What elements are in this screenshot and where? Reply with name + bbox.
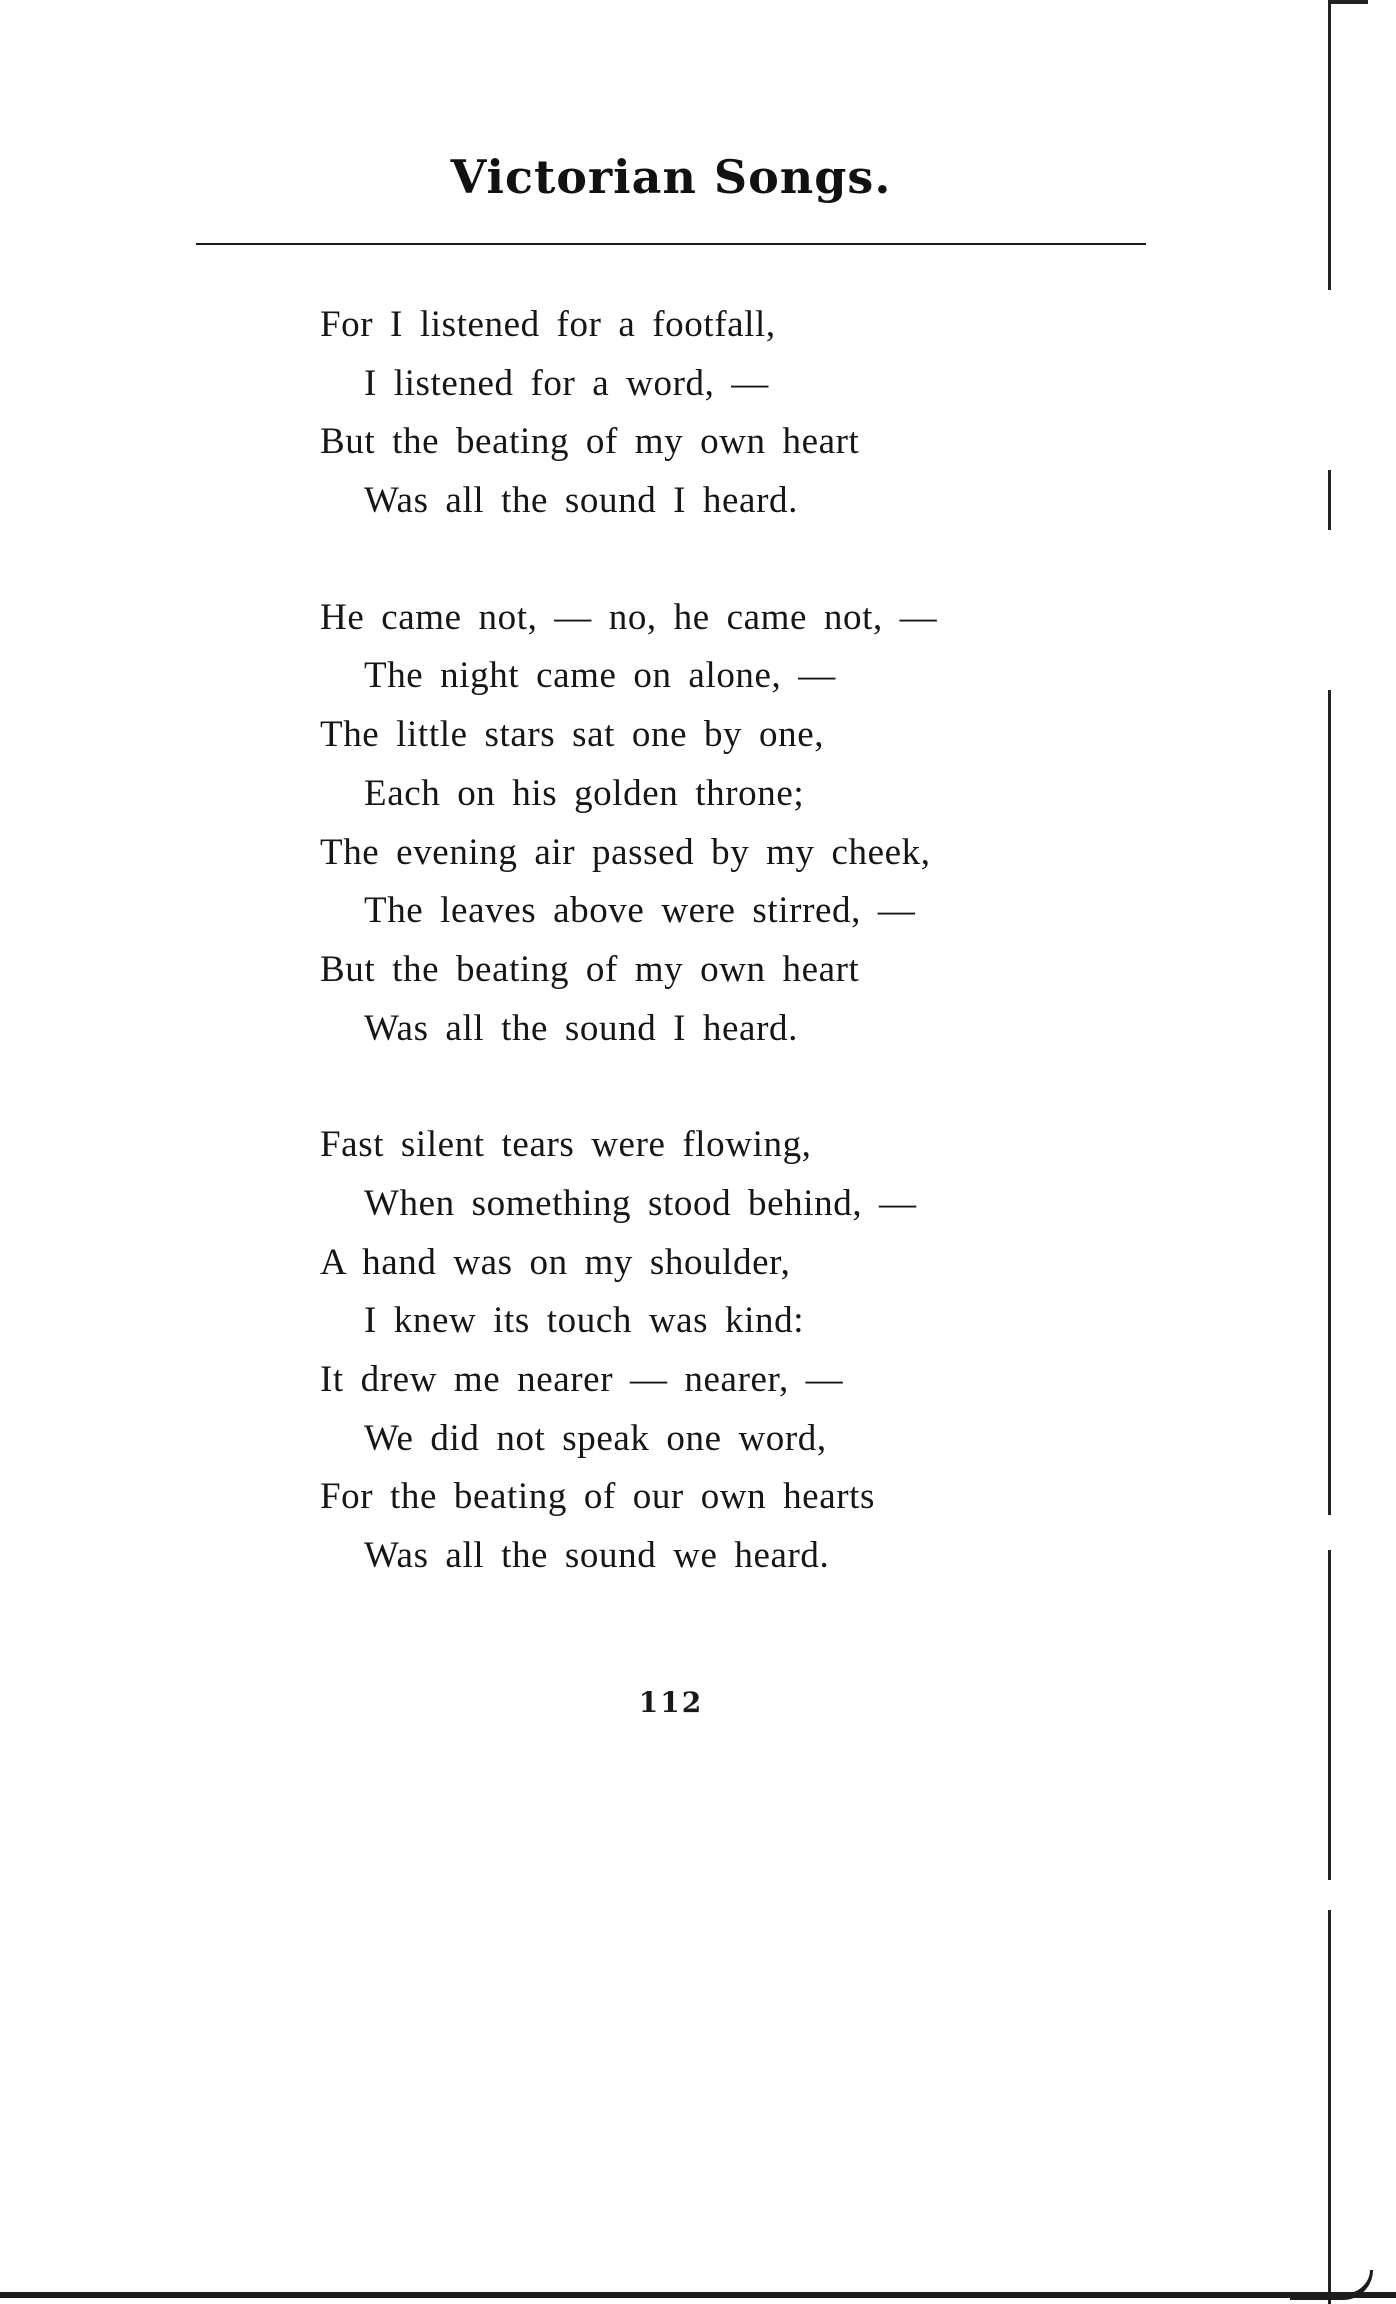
stanza (320, 1116, 1080, 1586)
verse-line: I knew its touch was kind: (364, 1300, 805, 1342)
verse-line: Was all the sound I heard. (364, 480, 798, 522)
verse-line: But the beating of my own heart (320, 948, 860, 990)
scan-edge-gap (1326, 530, 1334, 690)
verse-line: The night came on alone, — (364, 655, 836, 697)
scan-edge-gap (1326, 1880, 1334, 1910)
stanza (320, 296, 1080, 531)
running-head: Victorian Songs. (450, 150, 892, 204)
verse-line: But the beating of my own heart (320, 421, 860, 463)
header-rule (196, 243, 1146, 245)
scan-edge-top (1328, 0, 1368, 4)
page-number: 112 (638, 1686, 704, 1719)
verse-line: A hand was on my shoulder, (320, 1241, 791, 1283)
verse-line: Was all the sound I heard. (364, 1007, 798, 1049)
poem (320, 296, 1080, 1644)
verse-line: For the beating of our own hearts (320, 1476, 876, 1518)
verse-line: Was all the sound we heard. (364, 1535, 830, 1577)
scan-edge-gap (1326, 290, 1334, 470)
verse-line: Each on his golden throne; (364, 772, 805, 814)
stanza (320, 589, 1080, 1059)
verse-line: He came not, — no, he came not, — (320, 596, 938, 638)
verse-line: For I listened for a footfall, (320, 304, 776, 345)
verse-line: The leaves above were stirred, — (364, 890, 916, 932)
verse-line: It drew me nearer — nearer, — (320, 1359, 844, 1400)
verse-line: We did not speak one word, (364, 1417, 827, 1459)
verse-line: I listened for a word, — (364, 362, 769, 404)
verse-line: When something stood behind, — (364, 1182, 917, 1224)
scan-edge-bottom (0, 2292, 1396, 2298)
verse-line: Fast silent tears were flowing, (320, 1124, 812, 1166)
scan-edge-gap (1326, 1515, 1334, 1550)
verse-line: The evening air passed by my cheek, (320, 831, 931, 873)
verse-line: The little stars sat one by one, (320, 714, 825, 756)
